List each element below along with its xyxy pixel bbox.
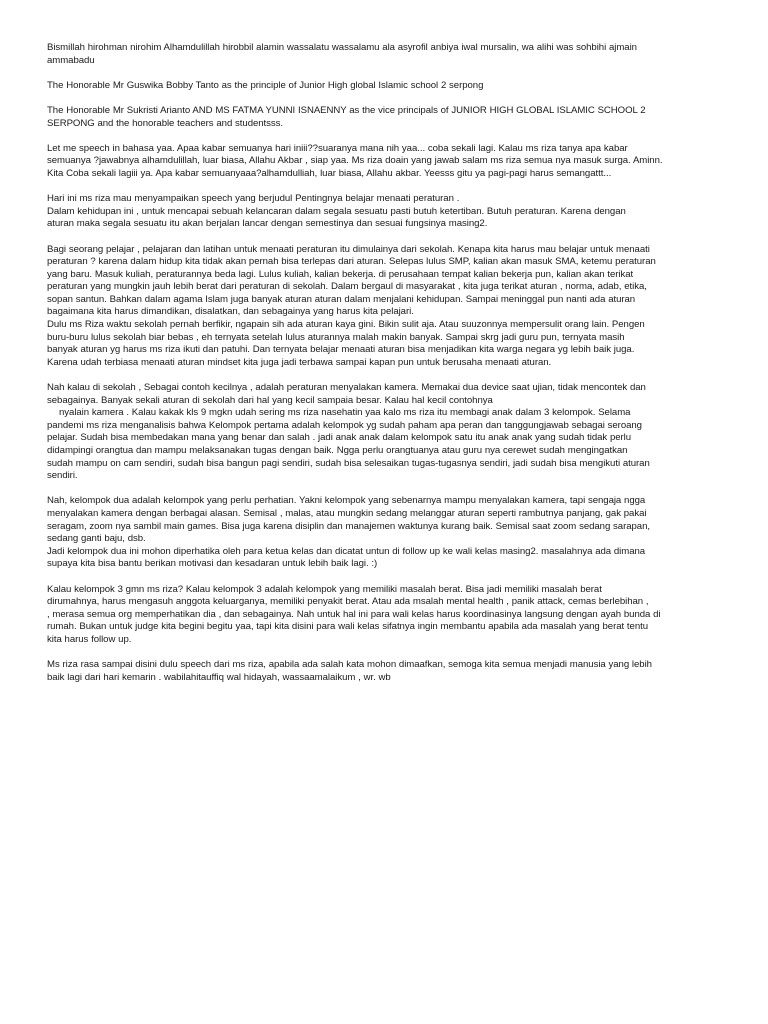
text-line: , merasa semua org memperhatikan dia , dan sebagainya. Nah untuk hal ini para wali kelas harus koordinasinya langsung dengan ayah bunda di (47, 608, 661, 620)
text-line: SERPONG and the honorable teachers and studentsss. (47, 117, 284, 129)
greeting-paragraph (47, 143, 727, 181)
text-line: ammabadu (47, 54, 95, 66)
opening-greeting-paragraph (47, 42, 727, 67)
text-line: Kita Coba sekali lagiii ya. Apa kabar semuanyaaa?alhamdulliah, luar biasa, Allahu akbar. Yeesss gitu ya pagi-pagi harus semangattt... (47, 167, 612, 179)
text-line: dirumahnya, harus mengasuh anggota keluarganya, memiliki penyakit berat. Atau ada msalah mental health , panik attack, cemas berlebihan , (47, 596, 649, 608)
text-line: semuanya ?jawabnya alhamdulillah, luar biasa, Allahu Akbar , siap yaa. Ms riza doain yang jawab salam ms riza semua nya masuk surga. Aminn. (47, 155, 663, 167)
text-line: seragam, zoom nya sambil main games. Bisa juga karena disiplin dan manajemen waktunya kurang baik. Semisal saat zoom sedang sarapan, (47, 520, 650, 532)
student-rules-paragraph (47, 244, 727, 370)
text-line: bagaimana kita harus dimandikan, disalatkan, dan sebagainya yang harus kita pelajari. (47, 306, 414, 318)
principal-address-paragraph (47, 80, 727, 93)
text-line: Dulu ms Riza waktu sekolah pernah berfikir, ngapain sih ada aturan kaya gini. Bikin sulit aja. Atau suuzonnya mempersulit orang lain. Pengen (47, 319, 645, 331)
text-line: rumah. Bukan untuk judge kita begini begitu yaa, tapi kita disini para wali kelas sifatnya ingin membantu apabila ada masalah yang berat tentu (47, 621, 649, 633)
group-two-paragraph (47, 495, 727, 571)
text-line: Hari ini ms riza mau menyampaikan speech yang berjudul Pentingnya belajar menaati peraturan . (47, 193, 460, 205)
text-line: Jadi kelompok dua ini mohon diperhatika oleh para ketua kelas dan dicatat untun di follow up ke wali kelas masing2. masalahnya ada dimana (47, 545, 646, 557)
vice-principal-address-paragraph (47, 105, 727, 130)
text-line: peraturan ? karena dalam hidup kita tidak akan pernah bisa terlepas dari aturan. Selepas lulus SMP, kalian akan masuk SMA, ketemu peraturan (47, 256, 656, 268)
closing-paragraph (47, 659, 727, 684)
text-line: sedang ganti baju, dsb. (47, 533, 146, 545)
text-line: The Honorable Mr Sukristi Arianto AND MS FATMA YUNNI ISNAENNY as the vice principals of JUNIOR HIGH GLOBAL ISLAMIC SCHOOL 2 (47, 104, 646, 116)
text-line: pandemi ms riza menganalisis bahwa Kelompok pertama adalah kelompok yg sudah paham apa peran dan tanggungjawab sebagai seroang (47, 419, 642, 431)
text-line: pelajar. Sudah bisa membedakan mana yang benar dan salah . jadi anak anak dalam kelompok satu itu anak anak yang sudah tidak perlu (47, 432, 632, 444)
text-line: The Honorable Mr Guswika Bobby Tanto as the principle of Junior High global Islamic school 2 serpong (47, 79, 484, 91)
text-line: supaya kita bisa bantu berikan motivasi dan kesadaran untuk lebih baik lagi. :) (47, 558, 378, 570)
text-line: sudah mampu on cam sendiri, sudah bisa bangun pagi sendiri, sudah bisa selesaikan tugas-tugasnya sendiri, jadi sudah bisa mengikuti aturan (47, 457, 650, 469)
text-line: Bagi seorang pelajar , pelajaran dan latihan untuk menaati peraturan itu dimulainya dari sekolah. Kenapa kita harus mau belajar untuk menaati (47, 243, 650, 255)
text-line: Nah kalau di sekolah , Sebagai contoh kecilnya , adalah peraturan menyalakan kamera. Memakai dua device saat ujian, tidak mencontek dan (47, 382, 646, 394)
text-line: Dalam kehidupan ini , untuk mencapai sebuah kelancaran dalam segala sesuatu pasti butuh ketertiban. Butuh peraturan. Karena dengan (47, 205, 626, 217)
speech-text (47, 42, 727, 697)
text-line: buru-buru lulus sekolah biar bebas , eh ternyata setelah lulus aturannya malah makin banyak. Sampai skrg jadi guru pun, ternyata masih (47, 331, 625, 343)
text-line: baik lagi dari hari kemarin . wabilahitauffiq wal hidayah, wassaamalaikum , wr. wb (47, 671, 391, 683)
text-line: sendiri. (47, 470, 78, 482)
text-line: Ms riza rasa sampai disini dulu speech dari ms riza, apabila ada salah kata mohon dimaafkan, semoga kita semua menjadi manusia yang lebih (47, 659, 652, 671)
text-line: sebagainya. Banyak sekali aturan di sekolah dari hal yang kecil sampaia besar. Kalau hal kecil contohnya (47, 394, 493, 406)
text-line: peraturan yang mungkin jauh lebih berat dari peraturan di sekolah. Dalam bergaul di masyarakat , kita juga terikat aturan , norma, adab, etika, (47, 281, 647, 293)
text-line: yang baru. Masuk kuliah, peraturannya beda lagi. Lulus kuliah, kalian bekerja. di perusahaan tempat kalian bekerja pun, kalian akan terikat (47, 268, 634, 280)
text-line: aturan maka segala sesuatu itu akan berjalan lancar dengan semestinya dan sesuai fungsinya masing2. (47, 218, 488, 230)
text-line: nyalain kamera . Kalau kakak kls 9 mgkn udah sering ms riza nasehatin yaa kalo ms riza itu membagi anak dalam 3 kelompok. Selama (59, 407, 631, 419)
school-rules-paragraph (47, 382, 727, 483)
text-line: Karena udah terbiasa menaati aturan mindset kita juga jadi terbawa sampai kapan pun untuk berusaha menaati aturan. (47, 356, 552, 368)
text-line: sopan santun. Bahkan dalam agama Islam juga banyak aturan aturan dalam menjalani kehidupan. Sampai meninggal pun nanti ada aturan (47, 293, 636, 305)
topic-intro-paragraph (47, 193, 727, 231)
text-line: Let me speech in bahasa yaa. Apaa kabar semuanya hari iniii??suaranya mana nih yaa... coba sekali lagi. Kalau ms riza tanya apa kabar (47, 142, 628, 154)
text-line: banyak aturan yg harus ms riza ikuti dan patuhi. Dan ternyata belajar menaati aturan bisa menjadikan kita warga negara yg lebih baik juga. (47, 344, 635, 356)
group-three-paragraph (47, 584, 727, 647)
text-line: Nah, kelompok dua adalah kelompok yang perlu perhatian. Yakni kelompok yang sebenarnya mampu menyalakan kamera, tapi sengaja ngga (47, 495, 646, 507)
text-line: didampingi orangtua dan mampu melaksanakan tugas dengan baik. Ngga perlu orangtuanya atau guru nya cerewet sudah mengingatkan (47, 445, 628, 456)
text-line: menyalakan kamera dengan berbagai alasan. Semisal , malas, atau mungkin sedang melanggar aturan seperti rambutnya panjang, gak pakai (47, 507, 647, 519)
text-line: Kalau kelompok 3 gmn ms riza? Kalau kelompok 3 adalah kelompok yang memiliki masalah berat. Bisa jadi memiliki masalah berat (47, 583, 602, 595)
text-line: kita harus follow up. (47, 633, 132, 645)
text-line: Bismillah hirohman nirohim Alhamdulillah hirobbil alamin wassalatu wassalamu ala asyrofil anbiya iwal mursalin, wa alihi was sohbihi ajmain (47, 42, 637, 53)
